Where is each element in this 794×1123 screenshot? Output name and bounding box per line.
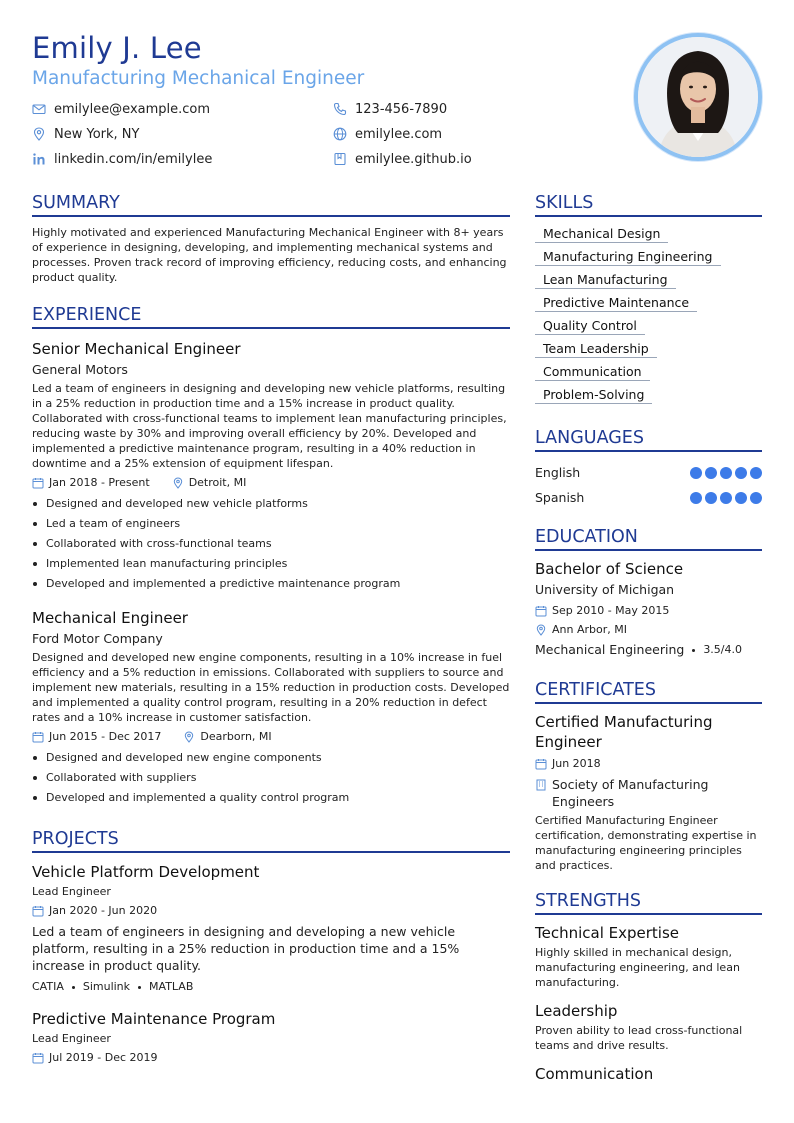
location-pin-icon (172, 477, 184, 489)
language-name: Spanish (535, 490, 585, 505)
location-pin-icon (183, 731, 195, 743)
phone-icon (333, 102, 347, 116)
skill-tag: Lean Manufacturing (535, 271, 676, 289)
skills-title: SKILLS (535, 192, 762, 217)
language-name: English (535, 465, 581, 480)
calendar-icon (32, 905, 44, 917)
certificate-issuer: Society of Manufacturing Engineers (552, 777, 709, 809)
calendar-icon (535, 605, 547, 617)
education-location-row (535, 622, 762, 638)
list-item: Implemented lean manufacturing principles (32, 554, 510, 574)
resume-header (32, 30, 762, 165)
experience-title: EXPERIENCE (32, 304, 510, 329)
job-bullets (32, 748, 510, 808)
list-item: Developed and implemented a predictive maintenance program (32, 574, 510, 594)
level-dot (690, 492, 702, 504)
strengths-section (535, 890, 762, 1084)
projects-section (32, 828, 510, 1066)
contact-location (32, 125, 139, 143)
list-item: Collaborated with suppliers (32, 768, 510, 788)
profile-portrait-icon (638, 37, 758, 157)
job-company: Ford Motor Company (32, 631, 163, 646)
education-field: Mechanical Engineering (535, 642, 685, 657)
summary-title: SUMMARY (32, 192, 510, 217)
list-item: Developed and implemented a quality control program (32, 788, 510, 808)
certificate-date-row (535, 756, 762, 772)
education-gpa: 3.5/4.0 (703, 643, 743, 656)
project-title: Predictive Maintenance Program (32, 1010, 276, 1028)
github-text: emilylee.github.io (355, 151, 472, 167)
project-dates: Jan 2020 - Jun 2020 (49, 904, 158, 917)
certificate-name: Certified Manufacturing Engineer (535, 713, 713, 751)
language-row (535, 460, 762, 485)
job-description: Led a team of engineers in designing and developing new vehicle platforms, resulting in a 25% reduction in production time and a 15% increase in product quality. Collaborated with cross-functional teams to implement lean manufacturing principles, reducing waste by 30% and improving overall efficiency by 20%. Developed and implemented a predictive maintenance program, resulting in a 40% reduction in downtime and a 25% extension of equipment lifespan. (32, 382, 507, 470)
level-dot (735, 492, 747, 504)
projects-title: PROJECTS (32, 828, 510, 853)
project-meta (32, 903, 510, 919)
job-title: Mechanical Engineer (32, 609, 188, 627)
skill-tag: Mechanical Design (535, 225, 668, 243)
education-location: Ann Arbor, MI (552, 623, 627, 636)
bookmark-icon (333, 152, 347, 166)
linkedin-icon (32, 152, 46, 166)
contact-email[interactable] (32, 100, 210, 118)
strength-name: Technical Expertise (535, 924, 680, 942)
level-dot (705, 492, 717, 504)
email-text: emilylee@example.com (54, 101, 211, 117)
education-dates: Sep 2010 - May 2015 (552, 604, 670, 617)
summary-section (32, 192, 510, 285)
certificate-description: Certified Manufacturing Engineer certification, demonstrating expertise in manufacturing engineering principles and practices. (535, 814, 757, 872)
languages-title: LANGUAGES (535, 427, 762, 452)
website-text: emilylee.com (355, 126, 443, 142)
contact-linkedin[interactable] (32, 150, 212, 168)
right-column (535, 192, 762, 1084)
job-meta (32, 475, 510, 491)
job-description: Designed and developed new engine components, resulting in a 10% increase in fuel efficiency and a 5% reduction in emissions. Collaborated with suppliers to source and implement new materials, resulting in a 15% reduction in production costs. Developed and implemented a quality control program, resulting in a 20% reduction in defect rates and a 10% increase in customer satisfaction. (32, 651, 510, 724)
building-icon (535, 779, 547, 791)
project-entry (32, 862, 510, 995)
project-title: Vehicle Platform Development (32, 863, 260, 881)
strength-name: Leadership (535, 1002, 618, 1020)
strength-description: Highly skilled in mechanical design, manufacturing engineering, and lean manufacturing. (535, 946, 740, 989)
project-meta (32, 1050, 510, 1066)
strength-entry (535, 1001, 762, 1053)
job-entry (32, 339, 510, 594)
job-dates: Jun 2015 - Dec 2017 (49, 730, 162, 743)
skill-tag: Problem-Solving (535, 386, 652, 404)
calendar-icon (32, 1052, 44, 1064)
email-icon (32, 102, 46, 116)
skills-section (535, 192, 762, 409)
project-description: Led a team of engineers in designing and developing a new vehicle platform, resulting in a 25% reduction in production time and a 15% increase in product quality. (32, 924, 460, 973)
certificates-title: CERTIFICATES (535, 679, 762, 704)
job-dates: Jan 2018 - Present (49, 476, 150, 489)
certificate-issuer-row (535, 776, 762, 810)
skill-tag: Communication (535, 363, 650, 381)
experience-section (32, 304, 510, 808)
job-location: Detroit, MI (188, 476, 247, 489)
tag-item: CATIA (32, 980, 64, 993)
list-item: Designed and developed new engine components (32, 748, 510, 768)
list-item: Led a team of engineers (32, 514, 510, 534)
candidate-role: Manufacturing Mechanical Engineer (32, 68, 365, 89)
candidate-name: Emily J. Lee (32, 31, 202, 65)
linkedin-text: linkedin.com/in/emilylee (54, 151, 213, 167)
project-role: Lead Engineer (32, 885, 111, 898)
education-field-row (535, 641, 762, 659)
level-dot (750, 467, 762, 479)
summary-text: Highly motivated and experienced Manufacturing Mechanical Engineer with 8+ years of experience in designing, developing, and implementing mechanical systems and processes. Proven track record of improving efficiency, reducing costs, and enhancing product quality. (32, 226, 507, 284)
degree: Bachelor of Science (535, 560, 684, 578)
level-dot (720, 492, 732, 504)
contact-github[interactable] (333, 150, 472, 168)
list-item: Designed and developed new vehicle platforms (32, 494, 510, 514)
contact-website[interactable] (333, 125, 442, 143)
language-level-dots (690, 492, 762, 504)
skills-list (535, 225, 762, 409)
skill-tag: Team Leadership (535, 340, 657, 358)
strength-description: Proven ability to lead cross-functional teams and drive results. (535, 1024, 743, 1052)
school: University of Michigan (535, 582, 675, 597)
level-dot (735, 467, 747, 479)
tag-item: MATLAB (149, 980, 194, 993)
location-text: New York, NY (54, 126, 140, 142)
calendar-icon (32, 477, 44, 489)
calendar-icon (535, 758, 547, 770)
project-role: Lead Engineer (32, 1032, 111, 1045)
strength-entry (535, 1064, 762, 1084)
project-dates: Jul 2019 - Dec 2019 (49, 1051, 158, 1064)
profile-photo (634, 33, 762, 161)
level-dot (720, 467, 732, 479)
skill-tag: Quality Control (535, 317, 645, 335)
project-entry (32, 1009, 510, 1066)
calendar-icon (32, 731, 44, 743)
job-meta (32, 729, 510, 745)
globe-icon (333, 127, 347, 141)
level-dot (750, 492, 762, 504)
job-entry (32, 608, 510, 808)
strength-entry (535, 923, 762, 990)
job-location: Dearborn, MI (200, 730, 272, 743)
certificates-section (535, 679, 762, 873)
level-dot (690, 467, 702, 479)
education-title: EDUCATION (535, 526, 762, 551)
job-title: Senior Mechanical Engineer (32, 340, 241, 358)
contact-phone[interactable] (333, 100, 447, 118)
job-company: General Motors (32, 362, 128, 377)
strength-name: Communication (535, 1065, 654, 1083)
list-item: Collaborated with cross-functional teams (32, 534, 510, 554)
tag-item: Simulink (82, 980, 131, 993)
education-dates-row (535, 603, 762, 619)
left-column (32, 192, 510, 1066)
skill-tag: Manufacturing Engineering (535, 248, 721, 266)
education-section (535, 526, 762, 659)
level-dot (705, 467, 717, 479)
languages-section (535, 427, 762, 510)
phone-text: 123-456-7890 (355, 101, 448, 117)
project-tags (32, 979, 510, 995)
strengths-title: STRENGTHS (535, 890, 762, 915)
location-pin-icon (535, 624, 547, 636)
location-pin-icon (32, 127, 46, 141)
language-row (535, 485, 762, 510)
language-level-dots (690, 467, 762, 479)
skill-tag: Predictive Maintenance (535, 294, 697, 312)
job-bullets (32, 494, 510, 594)
certificate-date: Jun 2018 (552, 757, 601, 770)
